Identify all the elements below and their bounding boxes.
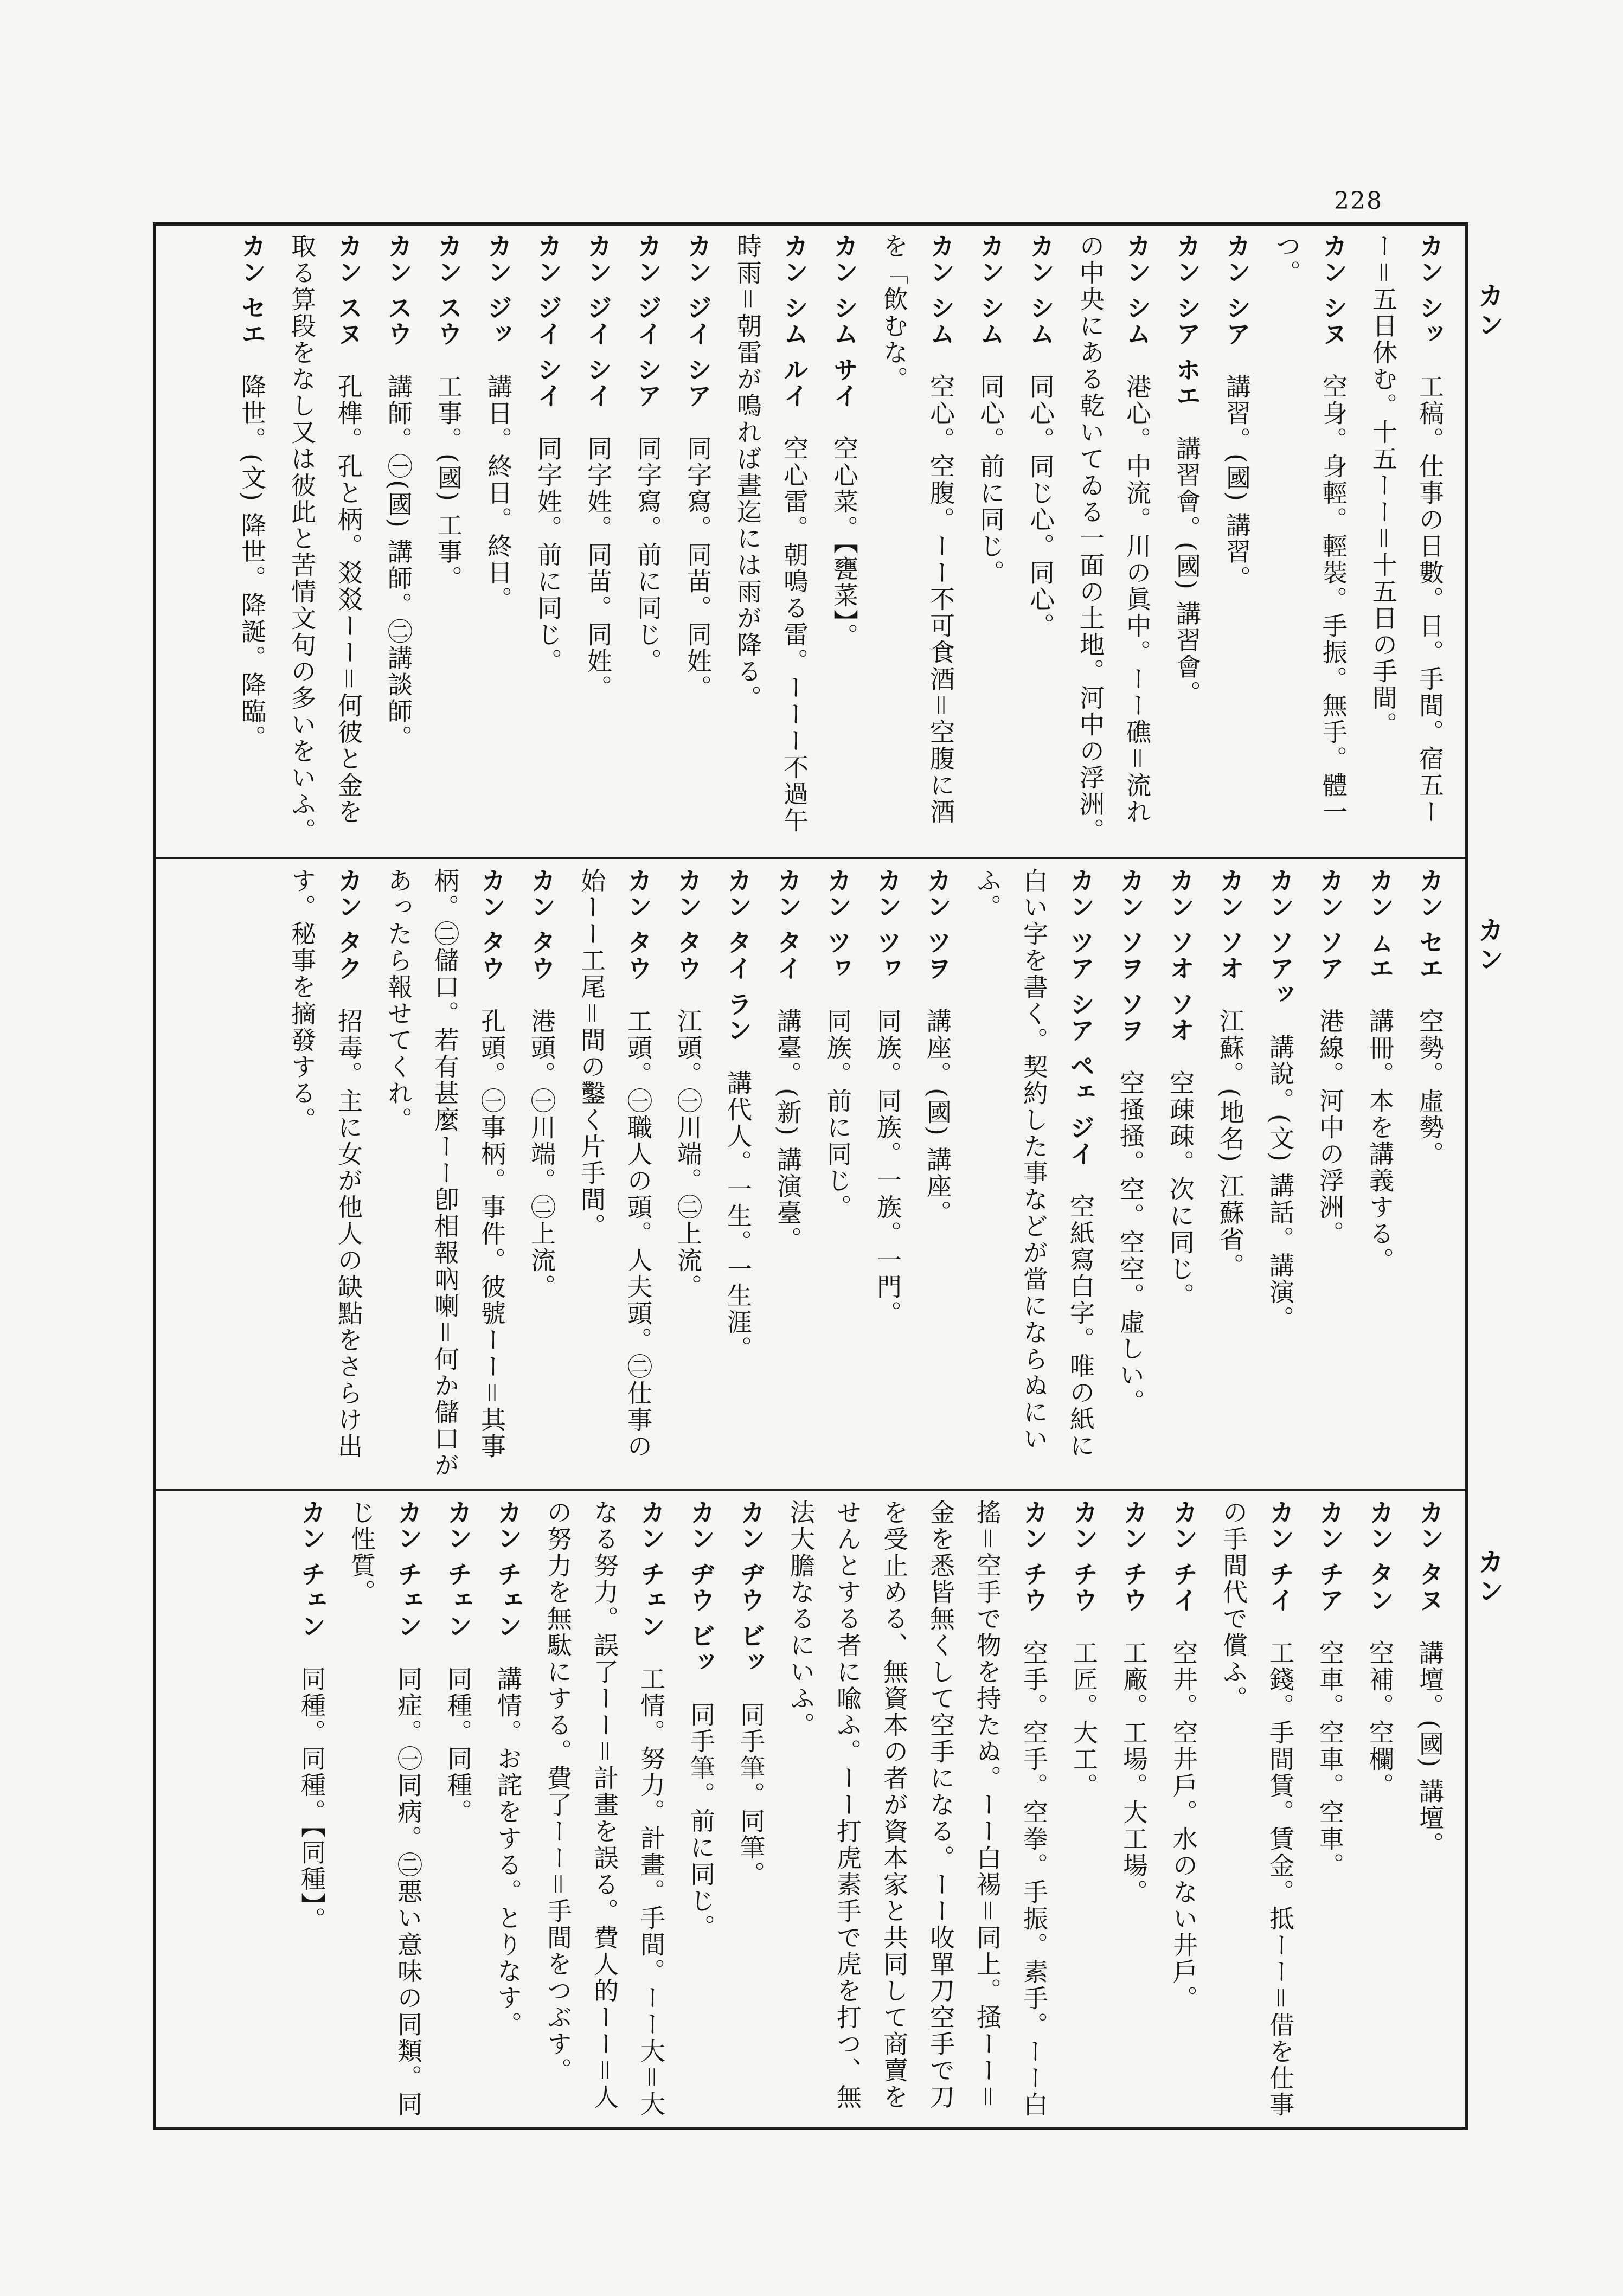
- entry-definition: 同心。同じ心。同心。: [1026, 374, 1055, 640]
- dictionary-entry: [814, 868, 861, 1221]
- entry-headword: カン セエ: [238, 233, 267, 348]
- entry-definition: 工頭。㊀職人の頭。人夫頭。㊁仕事の始ーー工尾＝間の鑿く片手間。: [577, 868, 653, 1460]
- entry-headword: カン チェン: [444, 1499, 473, 1640]
- entry-headword: カン スヌ: [334, 233, 363, 348]
- dictionary-entry: [675, 233, 721, 701]
- dictionary-entry: [625, 233, 671, 675]
- entry-headword: カン シム サイ: [830, 233, 859, 409]
- entry-definition: 同症。㊀同病。㊁悪い意味の同類。同じ性質。: [347, 1499, 423, 2118]
- entry-headword: カン チウ: [1119, 1499, 1149, 1614]
- dictionary-entry: [485, 1499, 531, 2038]
- dictionary-section-middle: [163, 868, 1453, 1480]
- entry-definition: 空心。空腹。ーー不可食酒＝空腹に酒を「飲むな。: [880, 233, 955, 826]
- entry-headword: カン タン: [1365, 1499, 1395, 1614]
- entry-definition: 孔榫。孔と柄。㸚㸚ーー＝何彼と金を取る算段をなし又は彼此と苦情文句の多いをいふ。: [287, 233, 363, 844]
- dictionary-entry: [778, 1499, 1057, 2123]
- dictionary-entry: [338, 1499, 432, 2123]
- entry-definition: 工匠。大工。: [1069, 1640, 1099, 1800]
- entry-headword: カン チェン: [493, 1499, 523, 1640]
- dictionary-entry: [1357, 868, 1403, 1274]
- entry-definition: 講日。終日。終日。: [484, 374, 513, 613]
- dictionary-entry: [475, 233, 522, 613]
- dictionary-entry: [1307, 1499, 1353, 1879]
- entry-definition: 同族。同族。一族。一門。: [873, 1008, 902, 1327]
- dictionary-section-top: [163, 233, 1453, 849]
- dictionary-entry: [1160, 1499, 1207, 2012]
- entry-headword: カン シム: [1026, 233, 1055, 348]
- entry-definition: 工稿。仕事の日數。日。手間。宿五ーー＝五日休む。十五ーー＝十五日の手間。: [1369, 233, 1445, 826]
- dictionary-entry: [1257, 868, 1304, 1332]
- entry-headword: カン セエ: [1415, 868, 1445, 982]
- entry-definition: 工錢。手間賃。賃金。抵ーー＝借を仕事の手間代で償ふ。: [1219, 1499, 1295, 2119]
- entry-definition: 空掻掻。空。空空。虛しい。: [1116, 1070, 1145, 1416]
- entry-headword: カン ツヮ: [823, 868, 852, 982]
- entry-headword: カン シヌ: [1319, 233, 1348, 348]
- entry-headword: カン チア: [1316, 1499, 1345, 1614]
- entry-headword: カン チェン: [637, 1499, 666, 1640]
- dictionary-entry: [288, 1499, 335, 1933]
- entry-definition: 江蘇。(地名) 江蘇省。: [1216, 1008, 1245, 1280]
- dictionary-entry: [728, 1499, 774, 1888]
- entry-definition: 講情。お詫をする。とりなす。: [493, 1666, 523, 2038]
- entry-definition: 講師。㊀(國) 講師。㊁講談師。: [384, 374, 413, 752]
- entry-headword: カン スウ: [384, 233, 413, 348]
- entry-headword: カン ジイ シイ: [583, 233, 613, 409]
- entry-headword: カン シア ホエ: [1172, 233, 1202, 409]
- entry-headword: カン ジッ: [484, 233, 513, 348]
- entry-definition: 港線。河中の浮洲。: [1316, 1008, 1345, 1248]
- entry-definition: 空身。身輕。輕裝。手振。無手。體一つ。: [1272, 233, 1348, 826]
- entry-headword: カン ジイ シア: [683, 233, 713, 409]
- entry-headword: カン タウ: [477, 868, 506, 982]
- entry-definition: 同字寫。同苗。同姓。: [683, 435, 713, 702]
- entry-definition: 孔頭。㊀事柄。事件。彼號ーー＝其事柄。㊁儲口。若有甚麼ーー卽相報吶喇＝何か儲口があったら報せてくれ。: [384, 868, 506, 1479]
- entry-headword: カン シム: [1122, 233, 1152, 348]
- entry-headword: カン タヌ: [1415, 1499, 1445, 1614]
- entry-definition: 同種。同種。: [444, 1666, 473, 1826]
- dictionary-entry: [964, 868, 1104, 1480]
- entry-headword: カン ツヲ: [923, 868, 952, 982]
- entry-headword: カン チイ: [1169, 1499, 1198, 1614]
- dictionary-entry: [1061, 1499, 1107, 1799]
- dictionary-entry: [864, 868, 911, 1327]
- dictionary-entry: [375, 868, 515, 1480]
- dictionary-entry: [1164, 233, 1210, 707]
- entry-definition: 港心。中流。川の眞中。ーー礁＝流れの中央にある乾いてゐる一面の土地。河中の浮洲。: [1076, 233, 1152, 844]
- entry-headword: カン チェン: [297, 1499, 326, 1640]
- dictionary-entry: [724, 233, 818, 849]
- entry-headword: カン ソアッ: [1266, 868, 1295, 1008]
- entry-headword: カン ジイ シア: [633, 233, 663, 409]
- dictionary-entry: [1111, 1499, 1157, 1906]
- entry-definition: 同族。前に同じ。: [823, 1008, 852, 1221]
- entry-definition: 同手筆。前に同じ。: [687, 1702, 716, 1941]
- entry-definition: 空勢。虛勢。: [1415, 1008, 1445, 1168]
- dictionary-section-bottom: [163, 1499, 1453, 2123]
- dictionary-entry: [518, 868, 565, 1300]
- dictionary-entry: [535, 1499, 675, 2123]
- running-header-kana: カン: [1473, 282, 1504, 341]
- entry-headword: カン ヂウ ビッ: [687, 1499, 716, 1676]
- entry-headword: カン ソア: [1316, 868, 1345, 982]
- dictionary-entry: [1067, 233, 1160, 849]
- entry-headword: カン ツヮ: [873, 868, 902, 982]
- entry-definition: 講習會。(國) 講習會。: [1172, 435, 1202, 707]
- entry-headword: カン タウ: [624, 868, 653, 982]
- dictionary-entry: [1263, 233, 1357, 849]
- entry-definition: 講座。(國) 講座。: [923, 1008, 952, 1227]
- dictionary-entry: [871, 233, 964, 849]
- entry-headword: カン チェン: [394, 1499, 423, 1640]
- entry-definition: 降世。(文) 降世。降誕。降臨。: [238, 374, 267, 752]
- running-header-kana: カン: [1473, 916, 1504, 975]
- entry-definition: 空心菜。【甕菜】。: [830, 435, 859, 650]
- dictionary-entry: [375, 233, 422, 752]
- entry-definition: 講冊。本を講義する。: [1365, 1008, 1395, 1274]
- dictionary-entry: [715, 868, 761, 1362]
- page-number: 228: [1334, 187, 1383, 215]
- dictionary-entry: [1357, 1499, 1403, 1799]
- dictionary-entry: [1157, 868, 1204, 1309]
- dictionary-entry: [229, 233, 275, 752]
- entry-definition: 工廠。工場。大工場。: [1119, 1640, 1149, 1906]
- entry-headword: カン ソヲ ソヲ: [1116, 868, 1145, 1044]
- entry-headword: カン チウ: [1069, 1499, 1099, 1614]
- entry-definition: 江頭。㊀川端。㊁上流。: [673, 1008, 703, 1301]
- entry-definition: 工事。(國) 工事。: [434, 374, 463, 592]
- dictionary-entry: [765, 868, 811, 1253]
- entry-definition: 同手筆。同筆。: [736, 1702, 766, 1888]
- entry-headword: カン タイ: [773, 868, 803, 982]
- dictionary-entry: [425, 233, 472, 592]
- section-divider: [153, 1489, 1468, 1491]
- entry-definition: 港頭。㊀川端。㊁上流。: [527, 1008, 556, 1301]
- entry-definition: 空疎疎。次に同じ。: [1166, 1070, 1195, 1310]
- entry-headword: カン ソオ: [1216, 868, 1245, 982]
- entry-definition: 空井。空井戶。水のない井戶。: [1169, 1640, 1198, 2012]
- entry-definition: 同心。前に同じ。: [976, 374, 1005, 587]
- entry-headword: カン チウ: [1019, 1499, 1049, 1614]
- entry-headword: カン ヂウ ビッ: [736, 1499, 766, 1676]
- entry-headword: カン スウ: [434, 233, 463, 348]
- running-header-kana: カン: [1473, 1548, 1504, 1607]
- entry-definition: 講壇。(國) 講壇。: [1415, 1640, 1445, 1858]
- entry-headword: カン シム: [926, 233, 955, 348]
- entry-headword: カン タク: [334, 868, 363, 982]
- entry-headword: カン タウ: [673, 868, 703, 982]
- dictionary-entry: [914, 868, 961, 1227]
- entry-definition: 同字姓。同苗。同姓。: [583, 435, 613, 702]
- dictionary-entry: [967, 233, 1014, 586]
- entry-headword: カン チイ: [1266, 1499, 1295, 1614]
- entry-headword: カン タウ: [527, 868, 556, 982]
- dictionary-entry: [525, 233, 572, 675]
- entry-definition: 招毒。主に女が他人の缺點をさらけ出す。秘事を摘發する。: [287, 868, 363, 1460]
- dictionary-entry: [279, 868, 372, 1480]
- entry-headword: カン ソオ ソオ: [1166, 868, 1195, 1044]
- entry-headword: カン シム ルイ: [780, 233, 809, 409]
- entry-headword: カン シム: [976, 233, 1005, 348]
- entry-definition: 工情。努力。計畫。手間。ーー大＝大なる努力。誤了ーー＝計畫を誤る。費人的ーー＝人の努力を無駄にする。費了ーー＝手間をつぶす。: [543, 1499, 666, 2118]
- entry-headword: カン ㄙエ: [1365, 868, 1395, 982]
- dictionary-entry: [665, 868, 711, 1300]
- dictionary-entry: [1307, 868, 1353, 1247]
- dictionary-entry: [1210, 1499, 1304, 2123]
- entry-headword: カン ツア シア ペェ ジイ: [1066, 868, 1095, 1168]
- dictionary-entry: [575, 233, 621, 701]
- dictionary-entry: [1017, 233, 1064, 639]
- entry-headword: カン タイ ラン: [723, 868, 753, 1044]
- entry-definition: 空車。空車。空車。: [1316, 1640, 1345, 1880]
- entry-definition: 講說。(文) 講話。講演。: [1266, 1034, 1295, 1332]
- entry-headword: カン シッ: [1415, 233, 1445, 348]
- dictionary-entry: [1407, 868, 1453, 1168]
- section-divider: [153, 857, 1468, 859]
- dictionary-entry: [1214, 233, 1260, 592]
- entry-definition: 空補。空欄。: [1365, 1640, 1395, 1800]
- entry-definition: 同字姓。前に同じ。: [534, 435, 563, 675]
- entry-definition: 講代人。一生。一生涯。: [723, 1070, 753, 1363]
- entry-definition: 空心雷。朝鳴る雷。ーーー不過午時雨＝朝雷が鳴れば晝迄には雨が降る。: [733, 233, 809, 835]
- dictionary-entry: [678, 1499, 724, 1941]
- entry-headword: カン シア: [1222, 233, 1252, 348]
- entry-definition: 同種。同種。【同種】。: [297, 1666, 326, 1934]
- dictionary-entry: [1107, 868, 1154, 1415]
- entry-definition: 同字寫。前に同じ。: [633, 435, 663, 675]
- entry-definition: 空手。空手。空拳。手振。素手。ーー白搖＝空手で物を持たぬ。ーー白裼＝同上。掻ーー＝金を悉皆無くして空手になる。ーー收單刀空手で刀を受止める、無資本の者が資本家と共同して商賣をせんとする者に喩ふ。ーー打虎素手で虎を打つ、無法大膽なるにいふ。: [786, 1499, 1049, 2119]
- dictionary-entry: [279, 233, 372, 849]
- entry-definition: 空紙寫白字。唯の紙に白い字を書く。契約した事などが當にならぬにいふ。: [973, 868, 1095, 1460]
- dictionary-entry: [1360, 233, 1453, 849]
- dictionary-entry: [821, 233, 868, 650]
- dictionary-entry: [1407, 1499, 1453, 1858]
- dictionary-entry: [568, 868, 662, 1480]
- entry-definition: 講臺。(新) 講演臺。: [773, 1008, 803, 1253]
- entry-definition: 講習。(國) 講習。: [1222, 374, 1252, 592]
- entry-headword: カン ジイ シイ: [534, 233, 563, 409]
- dictionary-entry: [1207, 868, 1254, 1280]
- dictionary-entry: [435, 1499, 482, 1825]
